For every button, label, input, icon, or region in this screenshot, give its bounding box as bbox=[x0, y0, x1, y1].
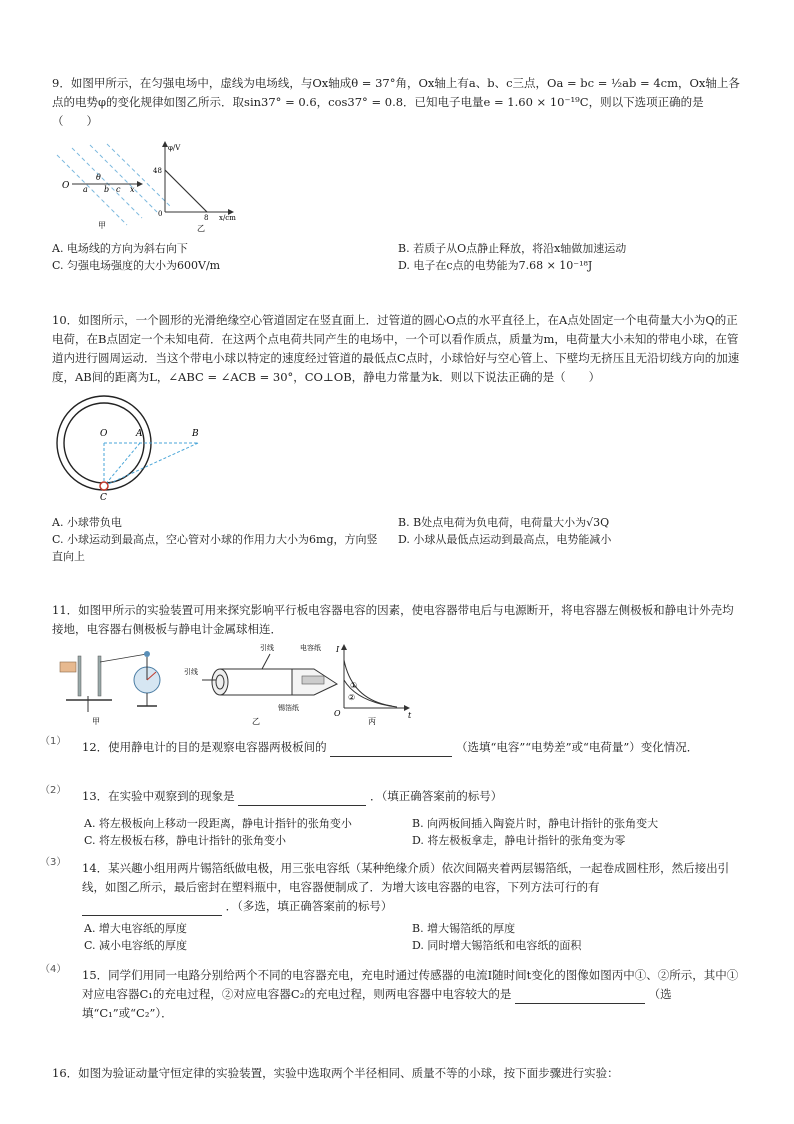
sub3-option-b: B. 增大锡箔纸的厚度 bbox=[412, 922, 516, 935]
q11-jia-caption: 甲 bbox=[92, 717, 100, 726]
sub3-option-c: C. 减小电容纸的厚度 bbox=[84, 939, 188, 952]
q11-fig-bing bbox=[334, 644, 412, 726]
q10-fig-A: A bbox=[136, 429, 143, 439]
sub3-answer-blank[interactable] bbox=[82, 901, 222, 916]
q11-bing-caption: 丙 bbox=[368, 717, 376, 726]
q9-option-d: D. 电子在c点的电势能为7.68 × 10⁻¹⁸J bbox=[398, 259, 593, 272]
q10-fig-B: B bbox=[192, 429, 199, 439]
q11-fig-jia bbox=[60, 651, 160, 726]
q9-option-c: C. 匀强电场强度的大小为600V/m bbox=[52, 259, 221, 272]
q11-yi-yinxian1: 引线 bbox=[184, 668, 198, 676]
q9-yi-0: 0 bbox=[158, 210, 163, 218]
sub2-option-b: B. 向两板间插入陶瓷片时，静电计指针的张角变大 bbox=[412, 817, 659, 830]
q10-stem: 10．如图所示，一个圆形的光滑绝缘空心管道固定在竖直面上．过管道的圆心O点的水平直径上，在A点处固定一个电荷量大小为Q的正电荷，在B点固定一个未知电荷．在这两个点电荷共同产生的电场中，一个可以看作质点，质量为m，电荷量大小未知的带电小球，在管道内进行圆周运动．当这个带电小球以特定的速度经过管道的最低点C点时，小球恰好与空心管上、下壁均无挤压且无沿切线方向的加速度，AB间的距离为L，∠ABC = ∠ACB = 30°，CO⊥OB，静电力常量为k．则以下说法正确的是（ ） bbox=[52, 313, 740, 384]
q9-option-a: A. 电场线的方向为斜右向下 bbox=[52, 242, 188, 255]
q10-figure bbox=[52, 394, 222, 504]
q9-yi-xlabel: x/cm bbox=[219, 214, 236, 222]
q11-bing-I: I bbox=[336, 645, 340, 654]
q9-option-b: B. 若质子从O点静止释放，将沿x轴做加速运动 bbox=[398, 242, 627, 255]
q9-jia-theta: θ bbox=[96, 173, 101, 182]
q9-jia-x: x bbox=[130, 185, 135, 194]
sub1-question bbox=[82, 738, 742, 757]
sub3-text-a: 14．某兴趣小组用两片锡箔纸做电极，用三张电容纸（某种绝缘介质）依次间隔夹着两层锡箔纸，一起卷成圆柱形，然后接出引线，如图乙所示，最后密封在塑料瓶中，电容器便制成了．为增大该电容器的电容，下列方法可行的有 bbox=[82, 861, 730, 894]
q11-stem: 11．如图甲所示的实验装置可用来探究影响平行板电容器电容的因素，使电容器带电后与电源断开，将电容器左侧极板和静电计外壳均接地，电容器右侧极板与静电计金属球相连． bbox=[52, 603, 734, 636]
sub2-answer-blank[interactable] bbox=[238, 791, 366, 806]
sub1-number: （1） bbox=[40, 736, 67, 747]
q9-stem: 9．如图甲所示，在匀强电场中，虚线为电场线，与Ox轴成θ = 37°角，Ox轴上有a、b、c三点，Oa = bc = ½ab = 4cm，Ox轴上各点的电势φ的变化规律如图乙所示．取sin37° = 0.6，cos37° = 0.8．已知电子电量e = 1.60 × 10⁻¹⁹C，则以下选项正确的是（ ） bbox=[52, 76, 740, 128]
q9-fig-jia bbox=[57, 144, 170, 230]
q11-bing-c1: ① bbox=[350, 681, 358, 690]
sub4-number: （4） bbox=[40, 964, 67, 975]
q9-figures bbox=[52, 140, 272, 235]
q11-yi-xibozhi: 锡箔纸 bbox=[278, 704, 299, 712]
sub2-option-d: D. 将左极板拿走，静电计指针的张角变为零 bbox=[412, 834, 626, 847]
q10-fig-O: O bbox=[100, 429, 108, 439]
sub4-text-b: （选填“C₁”或“C₂”）． bbox=[82, 987, 672, 1020]
q9-jia-a: a bbox=[83, 185, 88, 194]
q11-yi-caption: 乙 bbox=[252, 717, 260, 726]
sub4-text-a: 15．同学们用同一电路分别给两个不同的电容器充电，充电时通过传感器的电流I随时间t变化的图像如图丙中①、②所示，其中①对应电容器C₁的充电过程，②对应电容器C₂的充电过程，则两电容器中电容较大的是 bbox=[82, 968, 739, 1001]
sub4-answer-blank[interactable] bbox=[515, 989, 645, 1004]
q11-yi-yinxian2: 引线 bbox=[260, 644, 274, 652]
sub2-text-b: ．（填正确答案前的标号） bbox=[369, 789, 503, 803]
sub3-text-b: ．（多选，填正确答案前的标号） bbox=[225, 899, 393, 913]
q9-yi-caption: 乙 bbox=[197, 224, 205, 233]
sub2-number: （2） bbox=[40, 785, 67, 796]
q9-jia-b: b bbox=[104, 185, 110, 194]
q11-yi-dianrongzhi: 电容纸 bbox=[300, 644, 321, 652]
q9-jia-c: c bbox=[116, 185, 121, 194]
q10-option-d: D. 小球从最低点运动到最高点，电势能减小 bbox=[398, 533, 612, 546]
q10-fig-C: C bbox=[100, 493, 107, 503]
sub2-option-a: A. 将左极板向上移动一段距离，静电计指针的张角变小 bbox=[84, 817, 352, 830]
q16-stem: 16．如图为验证动量守恒定律的实验装置，实验中选取两个半径相同、质量不等的小球，按下面步骤进行实验： bbox=[52, 1066, 619, 1080]
sub3-number: （3） bbox=[40, 857, 67, 868]
sub2-option-c: C. 将左极板右移，静电计指针的张角变小 bbox=[84, 834, 287, 847]
q11-figures bbox=[52, 640, 432, 726]
q9-jia-caption: 甲 bbox=[98, 221, 106, 230]
sub3-question bbox=[82, 859, 742, 916]
sub1-text-b: （选填“电容”“电势差”或“电荷量”）变化情况． bbox=[455, 740, 699, 754]
q9-jia-O: O bbox=[62, 181, 70, 191]
q11-fig-yi bbox=[184, 643, 337, 726]
sub1-text-a: 12．使用静电计的目的是观察电容器两极板间的 bbox=[82, 740, 327, 754]
sub2-text-a: 13．在实验中观察到的现象是 bbox=[82, 789, 235, 803]
q9-yi-8: 8 bbox=[204, 214, 209, 222]
sub1-answer-blank[interactable] bbox=[330, 742, 452, 757]
q11-bing-c2: ② bbox=[348, 693, 356, 702]
sub2-question bbox=[82, 787, 742, 806]
q9-yi-48: 48 bbox=[153, 167, 162, 175]
q9-fig-yi bbox=[153, 141, 236, 233]
sub3-option-d: D. 同时增大锡箔纸和电容纸的面积 bbox=[412, 939, 582, 952]
q9-yi-ylabel: φ/V bbox=[168, 144, 181, 152]
q10-option-b: B. B处点电荷为负电荷，电荷量大小为√3Q bbox=[398, 516, 610, 529]
sub4-question bbox=[82, 966, 742, 1023]
q11-bing-t: t bbox=[408, 711, 412, 720]
q10-option-a: A. 小球带负电 bbox=[52, 516, 122, 529]
sub3-option-a: A. 增大电容纸的厚度 bbox=[84, 922, 187, 935]
q10-option-c: C. 小球运动到最高点，空心管对小球的作用力大小为6mg，方向竖直向上 bbox=[52, 533, 378, 563]
q11-bing-O: O bbox=[334, 709, 341, 718]
